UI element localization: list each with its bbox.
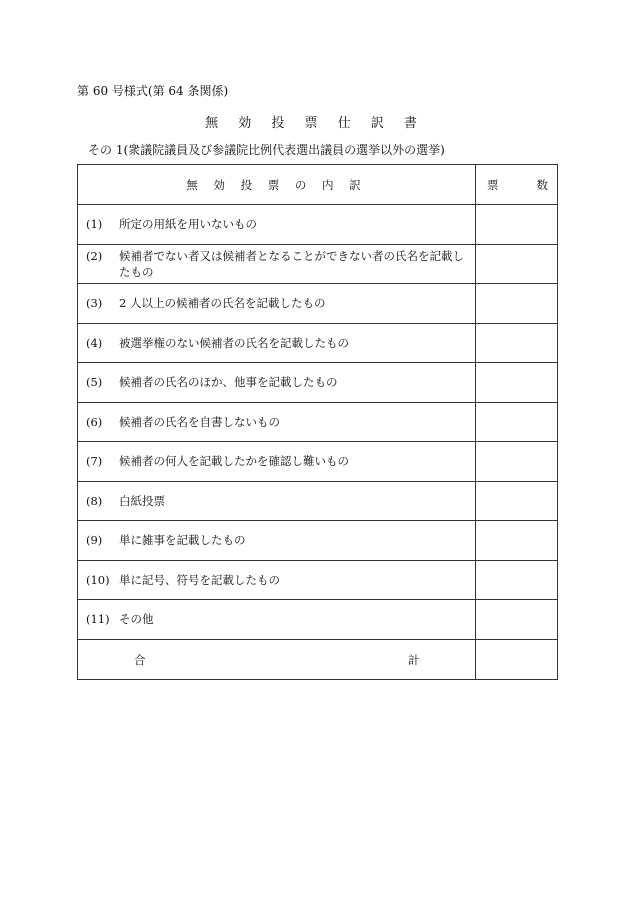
row-votes-cell[interactable] (476, 521, 558, 561)
table-row (78, 205, 558, 245)
header-votes (476, 165, 558, 205)
document-title: 無 効 投 票 仕 訳 書 (205, 116, 425, 131)
row-text: その他 (119, 612, 154, 627)
row-number: (7) (86, 454, 103, 469)
row-number: (5) (86, 375, 103, 390)
row-number: (8) (86, 493, 103, 508)
row-item-cell (78, 442, 476, 482)
header-votes-char-1: 票 (487, 178, 499, 192)
total-label-char-1: 合 (134, 652, 146, 667)
table-row (78, 244, 558, 284)
header-breakdown: 無 効 投 票 の 内 訳 (78, 165, 476, 205)
form-number: 第 60 号様式(第 64 条関係) (77, 84, 229, 98)
row-votes-cell[interactable] (476, 402, 558, 442)
row-text: 2 人以上の候補者の氏名を記載したもの (119, 296, 326, 311)
total-label-cell (78, 639, 476, 679)
table-row (78, 363, 558, 403)
document-subtitle: その 1(衆議院議員及び参議院比例代表選出議員の選挙以外の選挙) (88, 143, 445, 157)
table-row (78, 284, 558, 324)
row-item-cell (78, 244, 476, 284)
row-text: 候補者の何人を記載したかを確認し難いもの (119, 454, 349, 469)
table-row (78, 323, 558, 363)
row-item-cell (78, 560, 476, 600)
row-number: (6) (86, 414, 103, 429)
row-item-cell (78, 284, 476, 324)
row-text: 候補者でない者又は候補者となることができない者の氏名を記載したもの (119, 248, 464, 279)
row-item-cell (78, 600, 476, 640)
row-number: (3) (86, 296, 103, 311)
row-votes-cell[interactable] (476, 323, 558, 363)
row-votes-cell[interactable] (476, 244, 558, 284)
row-number: (10) (86, 572, 110, 587)
row-item-cell (78, 521, 476, 561)
row-text: 候補者の氏名を自書しないもの (119, 414, 280, 429)
row-number: (2) (86, 248, 103, 263)
table-row (78, 521, 558, 561)
row-number: (9) (86, 533, 103, 548)
row-number: (4) (86, 335, 103, 350)
row-item-cell (78, 481, 476, 521)
row-votes-cell[interactable] (476, 600, 558, 640)
row-votes-cell[interactable] (476, 481, 558, 521)
row-text: 所定の用紙を用いないもの (119, 217, 257, 232)
table-row (78, 481, 558, 521)
row-votes-cell[interactable] (476, 284, 558, 324)
row-text: 単に雑事を記載したもの (119, 533, 246, 548)
row-votes-cell[interactable] (476, 363, 558, 403)
header-votes-char-2: 数 (536, 178, 548, 192)
invalid-votes-table (77, 164, 558, 680)
row-item-cell (78, 402, 476, 442)
total-row (78, 639, 558, 679)
row-number: (11) (86, 612, 110, 627)
row-item-cell (78, 363, 476, 403)
table-header-row (78, 165, 558, 205)
row-text: 候補者の氏名のほか、他事を記載したもの (119, 375, 338, 390)
row-votes-cell[interactable] (476, 560, 558, 600)
row-text: 被選挙権のない候補者の氏名を記載したもの (119, 335, 349, 350)
total-label-char-2: 計 (408, 652, 420, 667)
row-number: (1) (86, 217, 103, 232)
row-item-cell (78, 205, 476, 245)
table-row (78, 442, 558, 482)
row-text: 白紙投票 (119, 493, 165, 508)
row-votes-cell[interactable] (476, 205, 558, 245)
table-row (78, 560, 558, 600)
total-votes-cell[interactable] (476, 639, 558, 679)
row-item-cell (78, 323, 476, 363)
row-text: 単に記号、符号を記載したもの (119, 572, 280, 587)
row-votes-cell[interactable] (476, 442, 558, 482)
table-row (78, 402, 558, 442)
table-row (78, 600, 558, 640)
